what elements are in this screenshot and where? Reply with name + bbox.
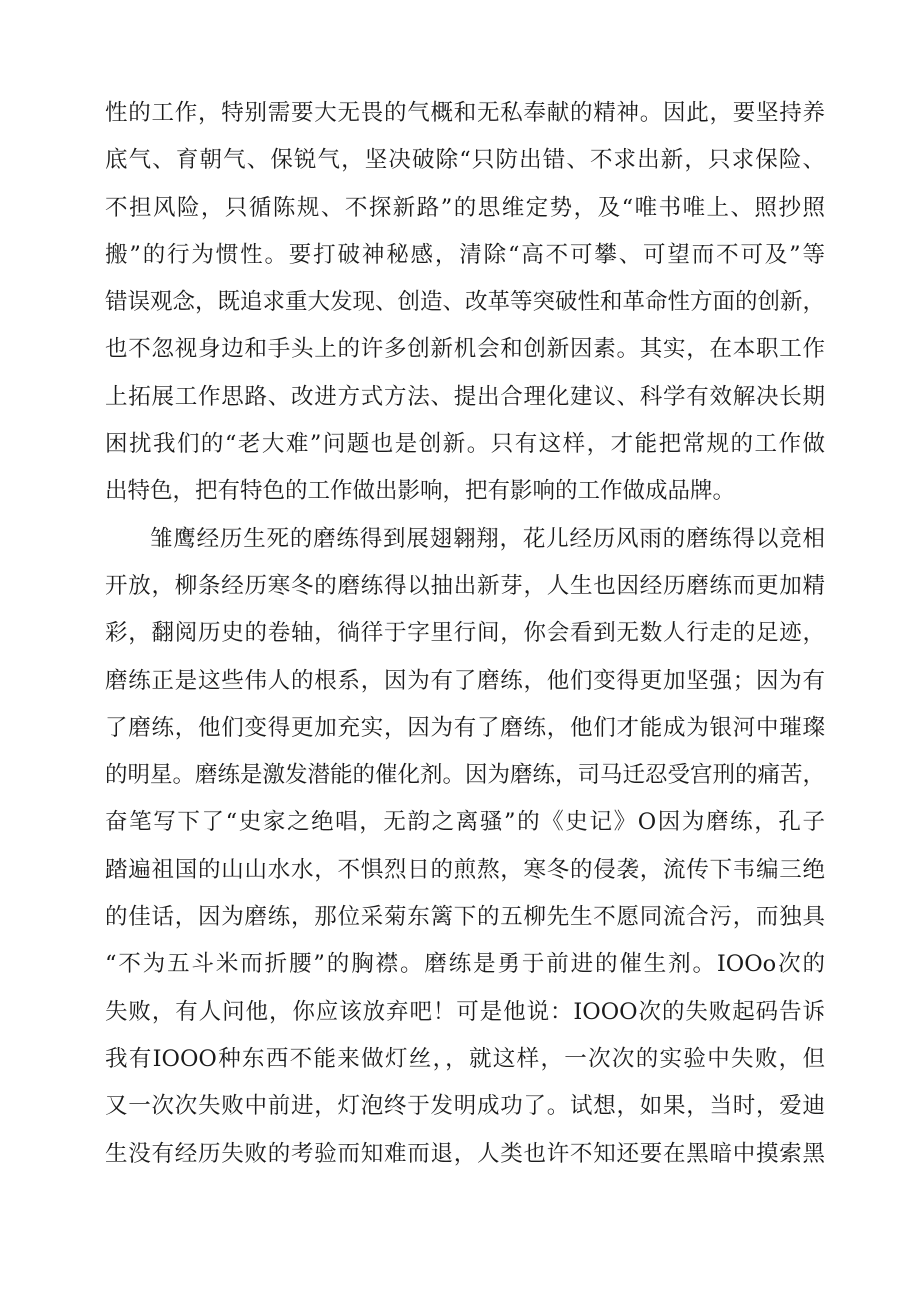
text-line: 失败，有人问他，你应该放弃吧！可是他说：IOOO次的失败起码告诉 (105, 998, 825, 1025)
text-line: 我有IOOO种东西不能来做灯丝，，就这样，一次次的实验中失败，但 (105, 1045, 825, 1072)
text-line: “不为五斗米而折腰”的胸襟。磨练是勇于前进的催生剂。IOOo次的 (105, 951, 825, 978)
text-line: 踏遍祖国的山山水水，不惧烈日的煎熬，寒冬的侵袭，流传下韦编三绝 (105, 856, 825, 883)
text-line: 不担风险，只循陈规、不探新路”的思维定势，及“唯书唯上、照抄照 (105, 194, 825, 221)
text-line: 的佳话，因为磨练，那位采菊东篱下的五柳先生不愿同流合污，而独具 (105, 904, 825, 931)
text-line: 了磨练，他们变得更加充实，因为有了磨练，他们才能成为银河中璀璨 (105, 714, 825, 741)
text-line: 底气、育朝气、保锐气，坚决破除“只防出错、不求出新，只求保险、 (105, 147, 825, 174)
text-line: 生没有经历失败的考验而知难而退，人类也许不知还要在黑暗中摸索黑 (105, 1140, 825, 1167)
text-line: 的明星。磨练是激发潜能的催化剂。因为磨练，司马迁忍受宫刑的痛苦， (105, 762, 826, 789)
text-line: 开放，柳条经历寒冬的磨练得以抽出新芽，人生也因经历磨练而更加精 (105, 572, 825, 599)
text-line: 彩，翻阅历史的卷轴，徜徉于字里行间，你会看到无数人行走的足迹， (105, 620, 825, 647)
text-line: 上拓展工作思路、改进方式方法、提出合理化建议、科学有效解决长期 (105, 383, 825, 410)
text-line: 雏鹰经历生死的磨练得到展翅翱翔，花儿经历风雨的磨练得以竞相 (150, 525, 825, 552)
text-line: 性的工作，特别需要大无畏的气概和无私奉献的精神。因此，要坚持养 (105, 100, 825, 126)
paragraph-2 (105, 516, 825, 1178)
text-line: 奋笔写下了“史家之绝唱，无韵之离骚”的《史记》O因为磨练，孔子 (105, 809, 825, 836)
document-body (105, 90, 825, 1178)
text-line: 搬”的行为惯性。要打破神秘感，清除“高不可攀、可望而不可及”等 (105, 241, 825, 268)
text-line: 磨练正是这些伟人的根系，因为有了磨练，他们变得更加坚强；因为有 (105, 667, 825, 694)
text-line: 困扰我们的“老大难”问题也是创新。只有这样，才能把常规的工作做 (105, 431, 825, 458)
text-line: 又一次次失败中前进，灯泡终于发明成功了。试想，如果，当时，爱迪 (105, 1093, 825, 1120)
paragraph-1 (105, 90, 825, 516)
text-line: 出特色，把有特色的工作做出影响，把有影响的工作做成品牌。 (105, 478, 736, 505)
text-line: 也不忽视身边和手头上的许多创新机会和创新因素。其实，在本职工作 (105, 336, 825, 363)
text-line: 错误观念，既追求重大发现、创造、改革等突破性和革命性方面的创新， (105, 289, 826, 316)
